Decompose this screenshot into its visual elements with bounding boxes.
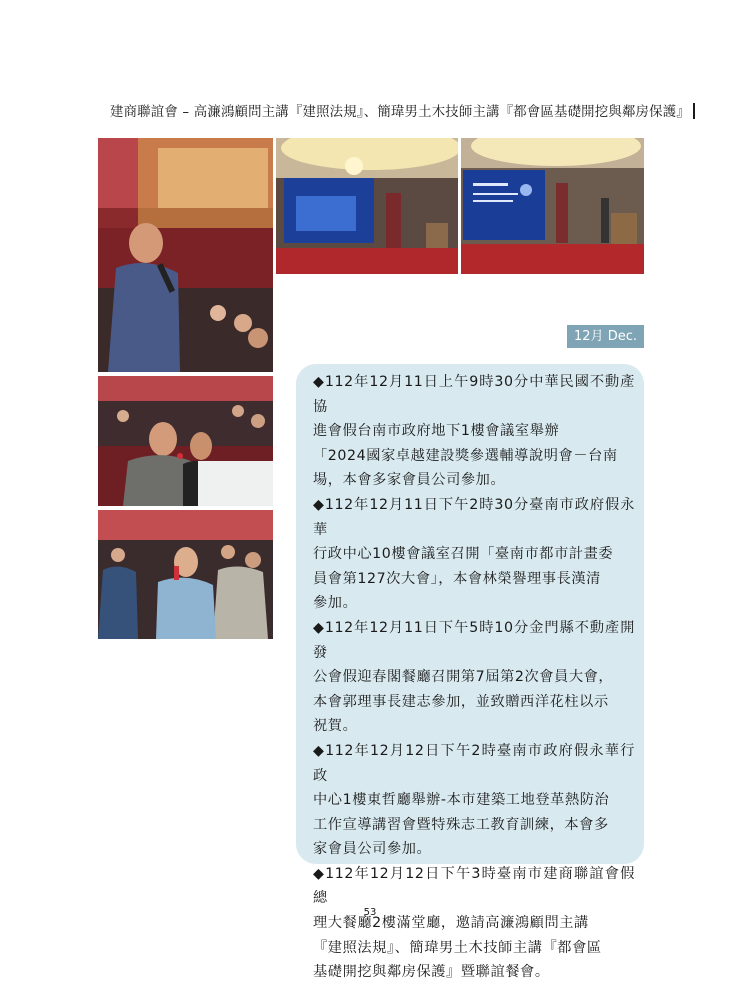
photo-stage-right	[461, 138, 644, 274]
event-line: 中心1樓東哲廳舉辦-本市建築工地登革熱防治	[313, 792, 610, 809]
event-line: 工作宣導講習會暨特殊志工教育訓練，本會多	[313, 816, 609, 833]
month-tab: 12月 Dec.	[567, 325, 644, 348]
events-list	[313, 370, 635, 985]
event-line: 家會員公司參加。	[313, 841, 432, 858]
event-line: 祝賀。	[313, 718, 358, 735]
event-line: 行政中心10樓會議室召開「臺南市都市計畫委	[313, 546, 614, 563]
photo-audience-speaker	[98, 138, 273, 372]
event-line: ◆112年12月11日上午9時30分中華民國不動產協	[313, 374, 635, 415]
event-line: 進會假台南市政府地下1樓會議室舉辦	[313, 423, 560, 440]
event-line: 本會郭理事長建志參加，並致贈西洋花柱以示	[313, 693, 609, 710]
photo-stage-left	[276, 138, 458, 274]
event-line: ◆112年12月11日下午2時30分臺南市政府假永華	[313, 496, 635, 538]
event-line: 「2024國家卓越建設獎參選輔導說明會－台南	[313, 447, 618, 464]
photo-audience-woman	[98, 510, 273, 639]
event-line: ◆112年12月11日下午5時10分金門縣不動產開發	[313, 619, 635, 661]
photo-seated-speaker	[98, 376, 273, 506]
event-line: 場，本會多家會員公司參加。	[313, 472, 506, 489]
event-line: ◆112年12月12日下午2時臺南市政府假永華行政	[313, 742, 635, 784]
caption-text: 建商聯誼會 – 高濂鴻顧問主講『建照法規』、簡瑋男土木技師主講『都會區基礎開挖與鄰房保護』	[110, 105, 690, 120]
event-line: 理大餐廳2樓滿堂廳，邀請高濂鴻顧問主講	[313, 915, 589, 932]
event-entry	[313, 862, 635, 985]
event-line: ◆112年12月12日下午3時臺南市建商聯誼會假總	[313, 865, 635, 907]
event-line: 基礎開挖與鄰房保護』暨聯誼餐會。	[313, 964, 550, 981]
page-caption	[110, 101, 690, 120]
event-entry	[313, 370, 635, 493]
event-entry	[313, 493, 635, 616]
event-line: 『建照法規』、簡瑋男土木技師主講『都會區	[313, 939, 602, 956]
event-line: 公會假迎春閣餐廳召開第7屆第2次會員大會，	[313, 669, 614, 686]
event-line: 員會第127次大會」，本會林榮譽理事長漢清	[313, 570, 601, 587]
event-line: 參加。	[313, 595, 358, 612]
event-entry	[313, 739, 635, 862]
event-entry	[313, 616, 635, 739]
page-number: 53	[363, 907, 377, 918]
caption-bar	[693, 103, 695, 119]
